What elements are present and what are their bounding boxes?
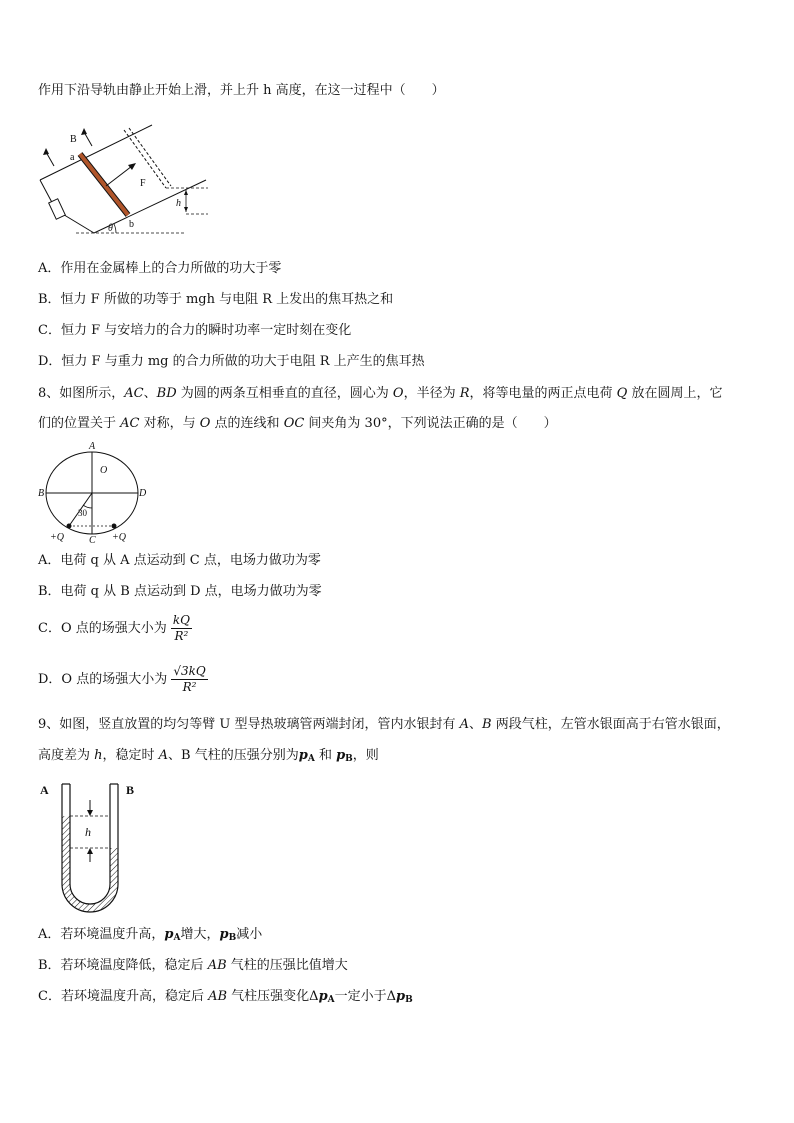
q8-option-c: C．O 点的场强大小为 $\frac{kQ}{\text{R²}}$ [38, 613, 190, 643]
q7-option-a: A．作用在金属棒上的合力所做的功大于零 [38, 261, 282, 276]
q8-option-d: D．O 点的场强大小为 $\frac{√3kQ}{\text{R²}}$ [38, 664, 206, 694]
label-B: B [38, 488, 45, 499]
label-D: D [139, 488, 147, 499]
label-angle: 30 [78, 508, 87, 518]
label-B: B [126, 783, 135, 797]
fraction-sqrt3kq-r2: $\frac{√3kQ}{\text{R²}}$ [173, 664, 206, 694]
label-theta: θ [108, 223, 113, 234]
label-b: b [129, 219, 134, 230]
label-A: A [40, 783, 49, 797]
q8-stem-line1: 8、如图所示，AC、BD 为圆的两条互相垂直的直径，圆心为 O，半径为 R，将等电量的两正点电荷 Q 放在圆周上，它 [38, 386, 723, 401]
q9-option-c: C．若环境温度升高，稳定后 AB 气柱压强变化$\Delta p_A$一定小于$\Delta p_B$ [38, 989, 413, 1005]
resistor-icon [49, 199, 66, 220]
q7-option-b: B．恒力 F 所做的功等于 mgh 与电阻 R 上发出的焦耳热之和 [38, 292, 394, 307]
q9-stem-line2: 高度差为 h，稳定时 A、B 气柱的压强分别为$p_A$ 和 $p_B$，则 [38, 748, 379, 764]
label-h: h [176, 198, 181, 209]
q9-figure-u-tube [36, 776, 146, 921]
q8-stem-line2: 们的位置关于 AC 对称，与 O 点的连线和 OC 间夹角为 30°，下列说法正确的是（ ） [38, 416, 557, 431]
q9-option-a: A．若环境温度升高，$p_A$增大，$p_B$减小 [38, 927, 263, 943]
q7-option-d: D．恒力 F 与重力 mg 的合力所做的功大于电阻 R 上产生的焦耳热 [38, 354, 425, 369]
label-C: C [89, 535, 96, 545]
label-q-right: +Q [112, 532, 126, 543]
q8-option-a: A．电荷 q 从 A 点运动到 C 点，电场力做功为零 [38, 553, 321, 568]
q9-stem-line1: 9、如图，竖直放置的均匀等臂 U 型导热玻璃管两端封闭，管内水银封有 A、B 两段气柱，左管水银面高于右管水银面， [38, 717, 730, 732]
q7-option-c: C．恒力 F 与安培力的合力的瞬时功率一定时刻在变化 [38, 323, 352, 338]
q8-option-b: B．电荷 q 从 B 点运动到 D 点，电场力做功为零 [38, 584, 322, 599]
q7-figure-rail-diagram [36, 118, 226, 243]
label-h: h [85, 825, 91, 839]
label-B: B [70, 134, 77, 145]
q8-figure-circle-diagram [36, 440, 156, 545]
label-O: O [100, 465, 108, 476]
q9-option-b: B．若环境温度降低，稳定后 AB 气柱的压强比值增大 [38, 958, 348, 973]
q7-stem-tail: 作用下沿导轨由静止开始上滑，并上升 h 高度，在这一过程中（ ） [38, 83, 445, 98]
label-a: a [70, 152, 75, 163]
label-q-left: +Q [50, 532, 64, 543]
label-A: A [89, 441, 96, 452]
label-F: F [140, 178, 146, 189]
fraction-kq-r2: $\frac{kQ}{\text{R²}}$ [172, 613, 190, 643]
